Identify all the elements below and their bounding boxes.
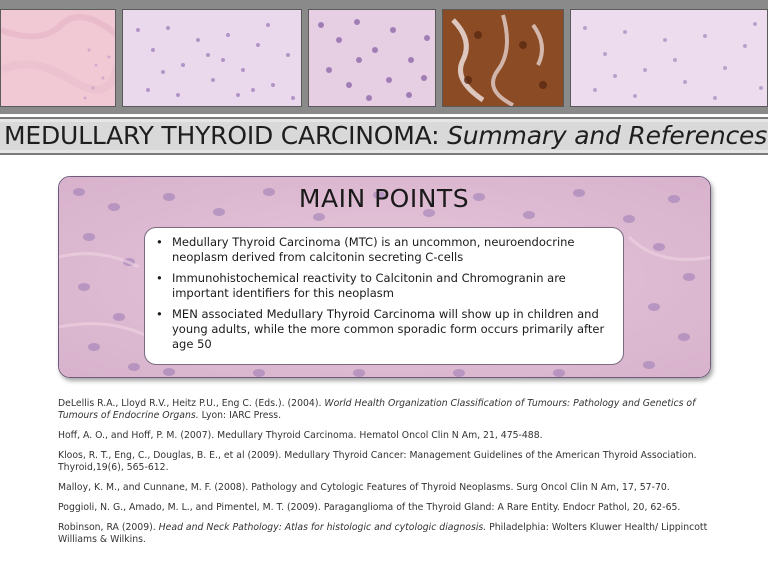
- title-subtitle: Summary and References: [447, 121, 768, 150]
- histology-thumb-4: [442, 9, 564, 107]
- list-item: • Medullary Thyroid Carcinoma (MTC) is an uncommon, neuroendocrine neoplasm derived from calcitonin secreting C-cells: [154, 235, 612, 265]
- list-item: • MEN associated Medullary Thyroid Carcinoma will show up in children and young adults, while the more common sporadic form occurs primarily after age 50: [154, 307, 612, 352]
- page-title: [4, 121, 767, 150]
- list-item: • Immunohistochemical reactivity to Calcitonin and Chromogranin are important identifiers for this neoplasm: [154, 271, 612, 301]
- main-points-heading: MAIN POINTS: [298, 184, 470, 213]
- histology-thumb-5: [570, 9, 768, 107]
- references-list: [58, 398, 718, 554]
- reference-item: Hoff, A. O., and Hoff, P. M. (2007). Medullary Thyroid Carcinoma. Hematol Oncol Clin N Am, 21, 475-488.: [58, 430, 543, 441]
- reference-item: Malloy, K. M., and Cunnane, M. F. (2008). Pathology and Cytologic Features of Thyroid Neoplasms. Surg Oncol Clin N Am, 17, 57-70.: [58, 482, 670, 493]
- reference-item: Kloos, R. T., Eng, C., Douglas, B. E., et al (2009). Medullary Thyroid Cancer: Management Guidelines of the American Thyroid Association. Thyroid,19(6), 565-612.: [58, 450, 697, 473]
- reference-item: Poggioli, N. G., Amado, M. L., and Pimentel, M. T. (2009). Paraganglioma of the Thyroid Gland: A Rare Entity. Endocr Pathol, 20, 62-65.: [58, 502, 681, 513]
- histology-thumb-2: [122, 9, 302, 107]
- histology-thumb-1: [0, 9, 116, 107]
- reference-item: Robinson, RA (2009). Head and Neck Pathology: Atlas for histologic and cytologic diagnosis. Philadelphia: Wolters Kluwer Health/ Lippincott Williams & Wilkins.: [58, 522, 708, 545]
- reference-item: DeLellis R.A., Lloyd R.V., Heitz P.U., Eng C. (Eds.). (2004). World Health Organization Classification of Tumours: Pathology and Genetics of Tumours of Endocrine Organs. Lyon: IARC Press.: [58, 398, 696, 421]
- histology-thumb-3: [308, 9, 436, 107]
- main-points-list: [154, 235, 612, 358]
- title-main: MEDULLARY THYROID CARCINOMA:: [4, 121, 440, 150]
